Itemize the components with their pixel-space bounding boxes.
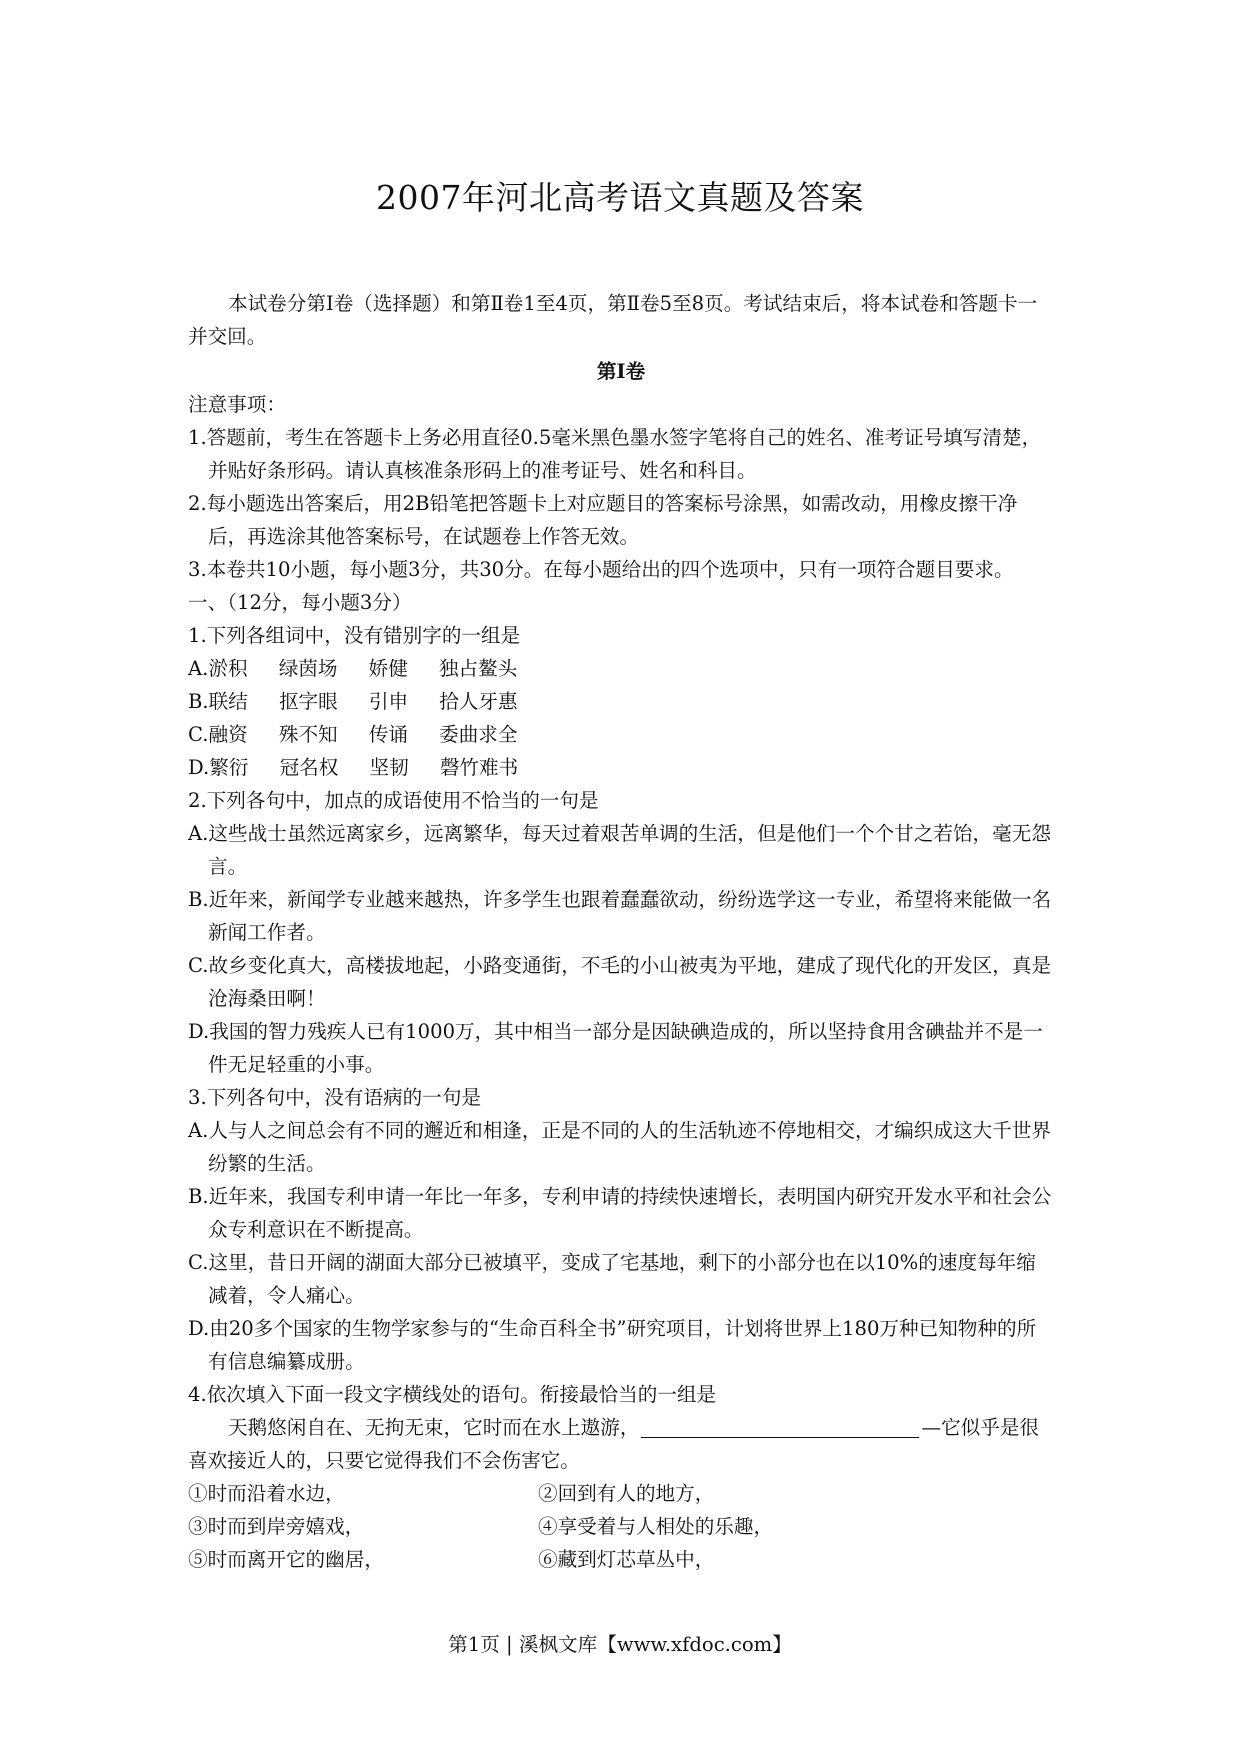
question-3-option-b: B.近年来，我国专利申请一年比一年多，专利申请的持续快速增长，表明国内研究开发水平和社会公众专利意识在不断提高。 — [188, 1185, 1052, 1241]
fill-blank — [641, 1415, 919, 1438]
choice-item: ①时而沿着水边， — [188, 1482, 345, 1505]
part-one-heading: 一、（12分，每小题3分） — [188, 591, 412, 614]
question-3-stem: 3.下列各句中，没有语病的一句是 — [188, 1086, 482, 1109]
question-1-option-c: C.融资 殊不知 传诵 委曲求全 — [188, 723, 518, 746]
question-1-option-b: B.联结 抠字眼 引申 拾人牙惠 — [188, 690, 518, 713]
choice-row — [188, 1510, 1054, 1543]
notice-item: 1.答题前，考生在答题卡上务必用直径0.5毫米黑色墨水签字笔将自己的姓名、准考证号填写清楚，并贴好条形码。请认真核准条形码上的准考证号、姓名和科目。 — [188, 426, 1042, 482]
choice-item: ④享受着与人相处的乐趣， — [538, 1515, 774, 1538]
notice-item: 2.每小题选出答案后，用2B铅笔把答题卡上对应题目的答案标号涂黑，如需改动，用橡皮擦干净后，再选涂其他答案标号，在试题卷上作答无效。 — [188, 492, 1018, 548]
choice-row — [188, 1477, 1054, 1510]
question-2-option-d: D.我国的智力残疾人已有1000万，其中相当一部分是因缺碘造成的，所以坚持食用含碘盐并不是一件无足轻重的小事。 — [188, 1020, 1043, 1076]
passage-after: —它似乎是很喜欢接近人的，只要它觉得我们不会伤害它。 — [188, 1416, 1040, 1472]
intro-paragraph: 本试卷分第Ⅰ卷（选择题）和第Ⅱ卷1至4页，第Ⅱ卷5至8页。考试结束后，将本试卷和答题卡一并交回。 — [188, 292, 1038, 348]
choice-item: ⑥藏到灯芯草丛中， — [538, 1548, 715, 1571]
question-1-option-d: D.繁衍 冠名权 坚韧 磬竹难书 — [188, 756, 519, 779]
choice-item: ②回到有人的地方， — [538, 1482, 715, 1505]
notice-item: 3.本卷共10小题，每小题3分，共30分。在每小题给出的四个选项中，只有一项符合题目要求。 — [188, 558, 1014, 581]
passage-before: 天鹅悠闲自在、无拘无束，它时而在水上遨游， — [228, 1416, 640, 1439]
question-3-option-d: D.由20多个国家的生物学家参与的“生命百科全书”研究项目，计划将世界上180万种已知物种的所有信息编纂成册。 — [188, 1317, 1037, 1373]
question-2-option-b: B.近年来，新闻学专业越来越热，许多学生也跟着蠢蠢欲动，纷纷选学这一专业，希望将来能做一名新闻工作者。 — [188, 888, 1052, 944]
document-title: 2007年河北高考语文真题及答案 — [376, 178, 864, 217]
choice-row — [188, 1543, 1054, 1576]
question-2-option-a: A.这些战士虽然远离家乡，远离繁华，每天过着艰苦单调的生活，但是他们一个个甘之若饴，毫无怨言。 — [188, 822, 1051, 878]
question-4-stem: 4.依次填入下面一段文字横线处的语句。衔接最恰当的一组是 — [188, 1383, 717, 1406]
question-3-option-c: C.这里，昔日开阔的湖面大部分已被填平，变成了宅基地，剩下的小部分也在以10%的速度每年缩减着，令人痛心。 — [188, 1251, 1036, 1307]
question-2-stem: 2.下列各句中，加点的成语使用不恰当的一句是 — [188, 789, 599, 812]
choice-item: ③时而到岸旁嬉戏， — [188, 1515, 365, 1538]
question-1-stem: 1.下列各组词中，没有错别字的一组是 — [188, 624, 521, 647]
page-footer: 第1页 | 溪枫文库【www.xfdoc.com】 — [448, 1633, 792, 1656]
choice-item: ⑤时而离开它的幽居， — [188, 1548, 384, 1571]
question-4-passage — [188, 1411, 1054, 1477]
question-2-option-c: C.故乡变化真大，高楼拔地起，小路变通街，不毛的小山被夷为平地，建成了现代化的开发区，真是沧海桑田啊！ — [188, 954, 1052, 1010]
question-1-option-a: A.淤积 绿茵场 娇健 独占鳌头 — [188, 657, 518, 680]
section-title: 第Ⅰ卷 — [596, 360, 646, 383]
notice-heading: 注意事项： — [188, 393, 286, 416]
document-body — [188, 287, 1054, 1576]
question-3-option-a: A.人与人之间总会有不同的邂近和相逢，正是不同的人的生活轨迹不停地相交，才编织成这大千世界纷繁的生活。 — [188, 1119, 1051, 1175]
